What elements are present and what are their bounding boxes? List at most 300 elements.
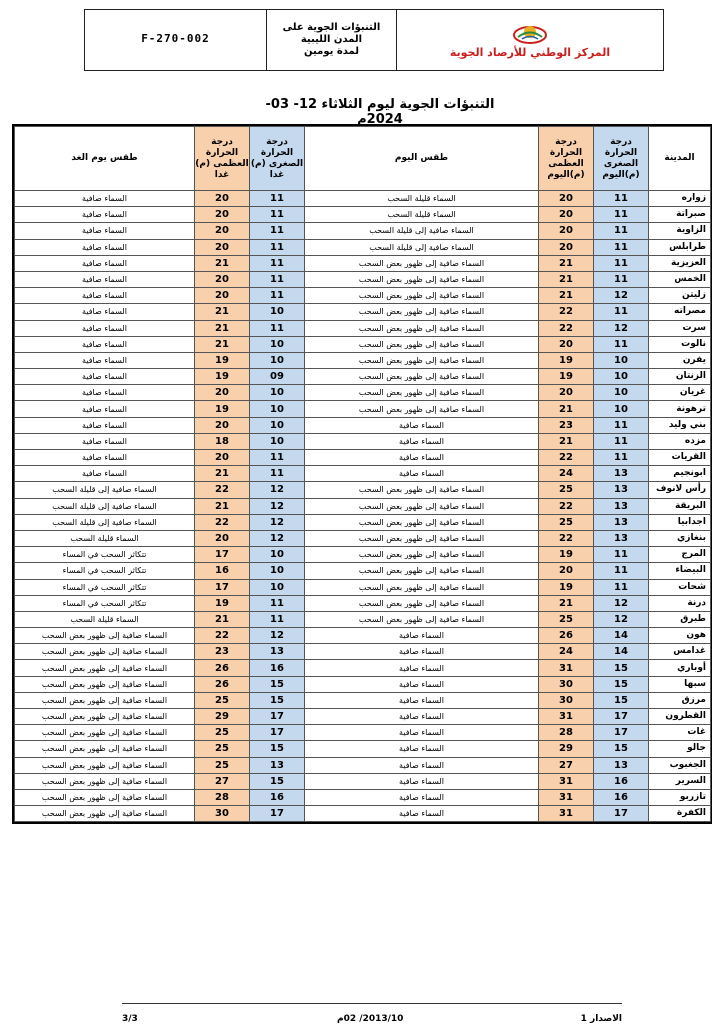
min-temp-today: 11 — [594, 271, 649, 287]
city-name: جالو — [649, 741, 711, 757]
city-name: نالوت — [649, 336, 711, 352]
min-temp-tomorrow: 09 — [250, 369, 305, 385]
table-row — [15, 725, 711, 741]
max-temp-tomorrow: 17 — [195, 579, 250, 595]
max-temp-today: 21 — [539, 595, 594, 611]
max-temp-today: 27 — [539, 757, 594, 773]
min-temp-today: 15 — [594, 660, 649, 676]
max-temp-tomorrow: 22 — [195, 482, 250, 498]
max-temp-today: 22 — [539, 450, 594, 466]
page-title: التنبؤات الجوية ليوم الثلاثاء 12- 03-2024م — [265, 97, 495, 127]
city-name: زليتن — [649, 288, 711, 304]
weather-today: السماء صافية — [305, 466, 539, 482]
table-row — [15, 660, 711, 676]
max-temp-tomorrow: 28 — [195, 789, 250, 805]
weather-today: السماء صافية إلى ظهور بعض السحب — [305, 563, 539, 579]
weather-tomorrow: السماء صافية — [15, 207, 195, 223]
min-temp-today: 10 — [594, 385, 649, 401]
table-row — [15, 806, 711, 822]
min-temp-tomorrow: 15 — [250, 741, 305, 757]
min-temp-tomorrow: 17 — [250, 725, 305, 741]
weather-tomorrow: السماء صافية — [15, 320, 195, 336]
min-temp-tomorrow: 11 — [250, 320, 305, 336]
max-temp-today: 22 — [539, 530, 594, 546]
city-name: مزده — [649, 433, 711, 449]
min-temp-tomorrow: 17 — [250, 806, 305, 822]
city-name: مصراته — [649, 304, 711, 320]
weather-today: السماء صافية إلى ظهور بعض السحب — [305, 304, 539, 320]
max-temp-tomorrow: 21 — [195, 320, 250, 336]
min-temp-today: 12 — [594, 595, 649, 611]
table-row — [15, 644, 711, 660]
table-row — [15, 320, 711, 336]
city-name: القريات — [649, 450, 711, 466]
max-temp-today: 31 — [539, 773, 594, 789]
column-header-weather-today: طقس اليوم — [305, 127, 539, 191]
min-temp-tomorrow: 10 — [250, 563, 305, 579]
weather-tomorrow: السماء صافية — [15, 417, 195, 433]
weather-today: السماء قليلة السحب — [305, 191, 539, 207]
forecast-table-container — [12, 124, 712, 824]
max-temp-tomorrow: 20 — [195, 385, 250, 401]
column-header-city: المدينة — [649, 127, 711, 191]
city-name: درنة — [649, 595, 711, 611]
max-temp-today: 21 — [539, 401, 594, 417]
max-temp-tomorrow: 22 — [195, 628, 250, 644]
max-temp-tomorrow: 20 — [195, 239, 250, 255]
weather-today: السماء صافية — [305, 450, 539, 466]
city-name: شحات — [649, 579, 711, 595]
weather-tomorrow: السماء قليلة السحب — [15, 530, 195, 546]
weather-today: السماء صافية إلى ظهور بعض السحب — [305, 401, 539, 417]
max-temp-today: 25 — [539, 482, 594, 498]
header-title-line1: التنبؤات الجوية على المدن الليبية — [282, 22, 381, 45]
min-temp-tomorrow: 10 — [250, 352, 305, 368]
weather-today: السماء صافية — [305, 741, 539, 757]
city-name: الزاوية — [649, 223, 711, 239]
max-temp-tomorrow: 30 — [195, 806, 250, 822]
weather-today: السماء صافية إلى ظهور بعض السحب — [305, 595, 539, 611]
weather-today: السماء صافية إلى ظهور بعض السحب — [305, 611, 539, 627]
table-row — [15, 563, 711, 579]
weather-today: السماء صافية — [305, 660, 539, 676]
table-row — [15, 255, 711, 271]
max-temp-today: 29 — [539, 741, 594, 757]
city-name: سرت — [649, 320, 711, 336]
weather-tomorrow: السماء صافية — [15, 288, 195, 304]
table-row — [15, 579, 711, 595]
max-temp-tomorrow: 21 — [195, 304, 250, 320]
weather-tomorrow: السماء صافية — [15, 369, 195, 385]
weather-tomorrow: السماء صافية إلى ظهور بعض السحب — [15, 644, 195, 660]
weather-today: السماء صافية إلى ظهور بعض السحب — [305, 547, 539, 563]
min-temp-today: 11 — [594, 191, 649, 207]
min-temp-today: 10 — [594, 369, 649, 385]
table-row — [15, 450, 711, 466]
weather-today: السماء صافية إلى قليلة السحب — [305, 223, 539, 239]
table-row — [15, 757, 711, 773]
max-temp-today: 30 — [539, 676, 594, 692]
column-header-weather-tomorrow: طقس يوم الغد — [15, 127, 195, 191]
min-temp-tomorrow: 12 — [250, 498, 305, 514]
max-temp-tomorrow: 21 — [195, 255, 250, 271]
max-temp-today: 20 — [539, 207, 594, 223]
table-row — [15, 514, 711, 530]
min-temp-tomorrow: 10 — [250, 385, 305, 401]
table-body — [15, 191, 711, 822]
organization-logo — [510, 22, 550, 44]
min-temp-tomorrow: 11 — [250, 611, 305, 627]
weather-today: السماء صافية — [305, 773, 539, 789]
min-temp-today: 17 — [594, 725, 649, 741]
weather-tomorrow: السماء صافية إلى ظهور بعض السحب — [15, 660, 195, 676]
weather-today: السماء صافية — [305, 806, 539, 822]
min-temp-today: 11 — [594, 563, 649, 579]
city-name: العزيزية — [649, 255, 711, 271]
document-footer — [122, 1003, 622, 1026]
max-temp-tomorrow: 21 — [195, 336, 250, 352]
weather-tomorrow: السماء صافية إلى قليلة السحب — [15, 514, 195, 530]
weather-today: السماء صافية إلى ظهور بعض السحب — [305, 352, 539, 368]
max-temp-today: 31 — [539, 789, 594, 805]
table-row — [15, 207, 711, 223]
weather-tomorrow: السماء صافية — [15, 336, 195, 352]
min-temp-tomorrow: 10 — [250, 401, 305, 417]
forecast-table — [14, 126, 711, 822]
min-temp-today: 13 — [594, 757, 649, 773]
min-temp-today: 16 — [594, 773, 649, 789]
min-temp-today: 11 — [594, 207, 649, 223]
weather-today: السماء صافية — [305, 709, 539, 725]
city-name: السرير — [649, 773, 711, 789]
max-temp-today: 31 — [539, 660, 594, 676]
max-temp-tomorrow: 16 — [195, 563, 250, 579]
max-temp-tomorrow: 19 — [195, 352, 250, 368]
weather-tomorrow: تتكاثر السحب في المساء — [15, 563, 195, 579]
min-temp-today: 11 — [594, 239, 649, 255]
weather-tomorrow: السماء صافية — [15, 466, 195, 482]
max-temp-today: 24 — [539, 644, 594, 660]
issue-number: الاصدار 1 — [580, 1014, 622, 1024]
city-name: بني وليد — [649, 417, 711, 433]
city-name: طرابلس — [649, 239, 711, 255]
min-temp-today: 13 — [594, 482, 649, 498]
max-temp-today: 20 — [539, 563, 594, 579]
weather-today: السماء صافية إلى ظهور بعض السحب — [305, 255, 539, 271]
weather-today: السماء صافية إلى ظهور بعض السحب — [305, 514, 539, 530]
max-temp-tomorrow: 21 — [195, 611, 250, 627]
weather-tomorrow: السماء قليلة السحب — [15, 611, 195, 627]
weather-tomorrow: السماء صافية — [15, 385, 195, 401]
city-name: الكفرة — [649, 806, 711, 822]
table-row — [15, 611, 711, 627]
min-temp-tomorrow: 11 — [250, 450, 305, 466]
table-row — [15, 191, 711, 207]
min-temp-tomorrow: 10 — [250, 547, 305, 563]
table-row — [15, 271, 711, 287]
max-temp-today: 19 — [539, 369, 594, 385]
min-temp-tomorrow: 15 — [250, 676, 305, 692]
min-temp-tomorrow: 11 — [250, 255, 305, 271]
document-code: F-270-002 — [85, 10, 267, 70]
city-name: الخمس — [649, 271, 711, 287]
max-temp-tomorrow: 21 — [195, 466, 250, 482]
table-row — [15, 433, 711, 449]
city-name: سبها — [649, 676, 711, 692]
min-temp-today: 10 — [594, 401, 649, 417]
table-row — [15, 530, 711, 546]
min-temp-tomorrow: 11 — [250, 466, 305, 482]
weather-tomorrow: السماء صافية إلى ظهور بعض السحب — [15, 676, 195, 692]
min-temp-today: 13 — [594, 466, 649, 482]
table-row — [15, 239, 711, 255]
weather-tomorrow: السماء صافية إلى قليلة السحب — [15, 482, 195, 498]
city-name: رأس لانوف — [649, 482, 711, 498]
weather-today: السماء صافية — [305, 725, 539, 741]
max-temp-tomorrow: 20 — [195, 417, 250, 433]
column-header-min-tomorrow: درجة الحرارة الصغرى (م) غدا — [250, 127, 305, 191]
min-temp-tomorrow: 10 — [250, 433, 305, 449]
city-name: البيضاء — [649, 563, 711, 579]
max-temp-tomorrow: 17 — [195, 547, 250, 563]
weather-today: السماء صافية إلى ظهور بعض السحب — [305, 579, 539, 595]
min-temp-today: 12 — [594, 320, 649, 336]
weather-tomorrow: السماء صافية — [15, 450, 195, 466]
city-name: القطرون — [649, 709, 711, 725]
min-temp-tomorrow: 17 — [250, 709, 305, 725]
min-temp-today: 11 — [594, 547, 649, 563]
city-name: ابونجيم — [649, 466, 711, 482]
min-temp-today: 10 — [594, 352, 649, 368]
city-name: بنغازي — [649, 530, 711, 546]
weather-today: السماء صافية — [305, 433, 539, 449]
city-name: صبراتة — [649, 207, 711, 223]
min-temp-tomorrow: 10 — [250, 417, 305, 433]
city-name: الجغبوب — [649, 757, 711, 773]
max-temp-today: 22 — [539, 304, 594, 320]
min-temp-today: 11 — [594, 255, 649, 271]
weather-today: السماء صافية — [305, 417, 539, 433]
min-temp-today: 15 — [594, 741, 649, 757]
table-row — [15, 595, 711, 611]
max-temp-today: 30 — [539, 692, 594, 708]
weather-tomorrow: تتكاثر السحب في المساء — [15, 547, 195, 563]
max-temp-tomorrow: 19 — [195, 401, 250, 417]
city-name: هون — [649, 628, 711, 644]
table-row — [15, 741, 711, 757]
max-temp-tomorrow: 20 — [195, 191, 250, 207]
min-temp-tomorrow: 10 — [250, 336, 305, 352]
max-temp-tomorrow: 26 — [195, 660, 250, 676]
city-name: البريقة — [649, 498, 711, 514]
max-temp-today: 20 — [539, 239, 594, 255]
max-temp-today: 23 — [539, 417, 594, 433]
min-temp-tomorrow: 11 — [250, 223, 305, 239]
weather-today: السماء صافية إلى ظهور بعض السحب — [305, 385, 539, 401]
weather-tomorrow: السماء صافية — [15, 304, 195, 320]
max-temp-today: 19 — [539, 352, 594, 368]
max-temp-today: 31 — [539, 806, 594, 822]
max-temp-today: 22 — [539, 498, 594, 514]
max-temp-today: 21 — [539, 288, 594, 304]
header-title-line2: لمدة يومين — [304, 46, 359, 57]
weather-today: السماء صافية — [305, 676, 539, 692]
city-name: اجدابيا — [649, 514, 711, 530]
city-name: يفرن — [649, 352, 711, 368]
min-temp-today: 11 — [594, 579, 649, 595]
max-temp-tomorrow: 19 — [195, 595, 250, 611]
min-temp-tomorrow: 12 — [250, 482, 305, 498]
table-row — [15, 369, 711, 385]
column-header-max-today: درجة الحرارة العظمى (م)اليوم — [539, 127, 594, 191]
city-name: المرج — [649, 547, 711, 563]
min-temp-today: 11 — [594, 417, 649, 433]
weather-tomorrow: السماء صافية إلى ظهور بعض السحب — [15, 789, 195, 805]
min-temp-tomorrow: 11 — [250, 191, 305, 207]
city-name: الزنتان — [649, 369, 711, 385]
table-row — [15, 304, 711, 320]
max-temp-today: 31 — [539, 709, 594, 725]
table-row — [15, 223, 711, 239]
max-temp-tomorrow: 21 — [195, 498, 250, 514]
column-header-max-tomorrow: درجة الحرارة العظمى (م) غدا — [195, 127, 250, 191]
min-temp-today: 17 — [594, 806, 649, 822]
weather-today: السماء صافية — [305, 692, 539, 708]
issue-date: 2013/10/ 02م — [337, 1014, 404, 1024]
weather-today: السماء صافية — [305, 628, 539, 644]
min-temp-today: 15 — [594, 676, 649, 692]
max-temp-today: 20 — [539, 223, 594, 239]
max-temp-tomorrow: 26 — [195, 676, 250, 692]
city-name: غات — [649, 725, 711, 741]
weather-today: السماء صافية إلى قليلة السحب — [305, 239, 539, 255]
max-temp-today: 26 — [539, 628, 594, 644]
city-name: غريان — [649, 385, 711, 401]
min-temp-today: 11 — [594, 433, 649, 449]
header-title — [267, 10, 397, 70]
min-temp-tomorrow: 11 — [250, 595, 305, 611]
city-name: زواره — [649, 191, 711, 207]
min-temp-today: 12 — [594, 611, 649, 627]
max-temp-today: 19 — [539, 547, 594, 563]
max-temp-tomorrow: 19 — [195, 369, 250, 385]
min-temp-today: 16 — [594, 789, 649, 805]
table-header-row — [15, 127, 711, 191]
max-temp-tomorrow: 20 — [195, 223, 250, 239]
weather-tomorrow: السماء صافية إلى قليلة السحب — [15, 498, 195, 514]
table-row — [15, 547, 711, 563]
max-temp-tomorrow: 29 — [195, 709, 250, 725]
weather-tomorrow: تتكاثر السحب في المساء — [15, 579, 195, 595]
max-temp-tomorrow: 25 — [195, 725, 250, 741]
table-row — [15, 773, 711, 789]
min-temp-tomorrow: 16 — [250, 660, 305, 676]
min-temp-tomorrow: 11 — [250, 239, 305, 255]
max-temp-tomorrow: 20 — [195, 288, 250, 304]
weather-tomorrow: السماء صافية — [15, 401, 195, 417]
min-temp-today: 13 — [594, 514, 649, 530]
table-row — [15, 336, 711, 352]
max-temp-today: 20 — [539, 385, 594, 401]
max-temp-today: 21 — [539, 271, 594, 287]
table-row — [15, 692, 711, 708]
table-row — [15, 401, 711, 417]
max-temp-tomorrow: 23 — [195, 644, 250, 660]
weather-today: السماء صافية إلى ظهور بعض السحب — [305, 530, 539, 546]
weather-today: السماء قليلة السحب — [305, 207, 539, 223]
weather-tomorrow: السماء صافية إلى ظهور بعض السحب — [15, 725, 195, 741]
max-temp-today: 21 — [539, 255, 594, 271]
weather-tomorrow: السماء صافية — [15, 255, 195, 271]
weather-today: السماء صافية إلى ظهور بعض السحب — [305, 498, 539, 514]
weather-tomorrow: السماء صافية إلى ظهور بعض السحب — [15, 692, 195, 708]
min-temp-tomorrow: 10 — [250, 579, 305, 595]
weather-tomorrow: السماء صافية — [15, 191, 195, 207]
table-row — [15, 482, 711, 498]
table-row — [15, 466, 711, 482]
weather-tomorrow: السماء صافية إلى ظهور بعض السحب — [15, 628, 195, 644]
weather-today: السماء صافية إلى ظهور بعض السحب — [305, 320, 539, 336]
weather-tomorrow: السماء صافية — [15, 223, 195, 239]
weather-tomorrow: السماء صافية إلى ظهور بعض السحب — [15, 741, 195, 757]
min-temp-tomorrow: 15 — [250, 692, 305, 708]
weather-today: السماء صافية — [305, 789, 539, 805]
table-row — [15, 498, 711, 514]
weather-tomorrow: السماء صافية — [15, 433, 195, 449]
max-temp-tomorrow: 20 — [195, 207, 250, 223]
min-temp-today: 11 — [594, 336, 649, 352]
max-temp-today: 28 — [539, 725, 594, 741]
organization-name: المركز الوطني للأرصاد الجوية — [449, 45, 611, 59]
min-temp-today: 14 — [594, 628, 649, 644]
city-name: ترهونة — [649, 401, 711, 417]
weather-tomorrow: تتكاثر السحب في المساء — [15, 595, 195, 611]
max-temp-today: 24 — [539, 466, 594, 482]
min-temp-today: 13 — [594, 530, 649, 546]
min-temp-tomorrow: 11 — [250, 288, 305, 304]
min-temp-today: 13 — [594, 498, 649, 514]
city-name: طبرق — [649, 611, 711, 627]
min-temp-tomorrow: 10 — [250, 304, 305, 320]
min-temp-today: 11 — [594, 223, 649, 239]
weather-today: السماء صافية إلى ظهور بعض السحب — [305, 336, 539, 352]
city-name: مرزق — [649, 692, 711, 708]
min-temp-today: 14 — [594, 644, 649, 660]
min-temp-tomorrow: 12 — [250, 628, 305, 644]
max-temp-today: 21 — [539, 433, 594, 449]
weather-tomorrow: السماء صافية إلى ظهور بعض السحب — [15, 709, 195, 725]
weather-tomorrow: السماء صافية — [15, 239, 195, 255]
table-row — [15, 288, 711, 304]
min-temp-today: 15 — [594, 692, 649, 708]
table-row — [15, 676, 711, 692]
weather-today: السماء صافية إلى ظهور بعض السحب — [305, 271, 539, 287]
max-temp-tomorrow: 20 — [195, 530, 250, 546]
weather-today: السماء صافية إلى ظهور بعض السحب — [305, 482, 539, 498]
max-temp-tomorrow: 25 — [195, 757, 250, 773]
weather-tomorrow: السماء صافية — [15, 271, 195, 287]
max-temp-today: 25 — [539, 514, 594, 530]
min-temp-tomorrow: 13 — [250, 644, 305, 660]
weather-today: السماء صافية إلى ظهور بعض السحب — [305, 369, 539, 385]
min-temp-tomorrow: 11 — [250, 207, 305, 223]
weather-tomorrow: السماء صافية إلى ظهور بعض السحب — [15, 806, 195, 822]
city-name: أوباري — [649, 660, 711, 676]
weather-tomorrow: السماء صافية إلى ظهور بعض السحب — [15, 773, 195, 789]
min-temp-tomorrow: 12 — [250, 514, 305, 530]
max-temp-today: 20 — [539, 191, 594, 207]
max-temp-today: 25 — [539, 611, 594, 627]
